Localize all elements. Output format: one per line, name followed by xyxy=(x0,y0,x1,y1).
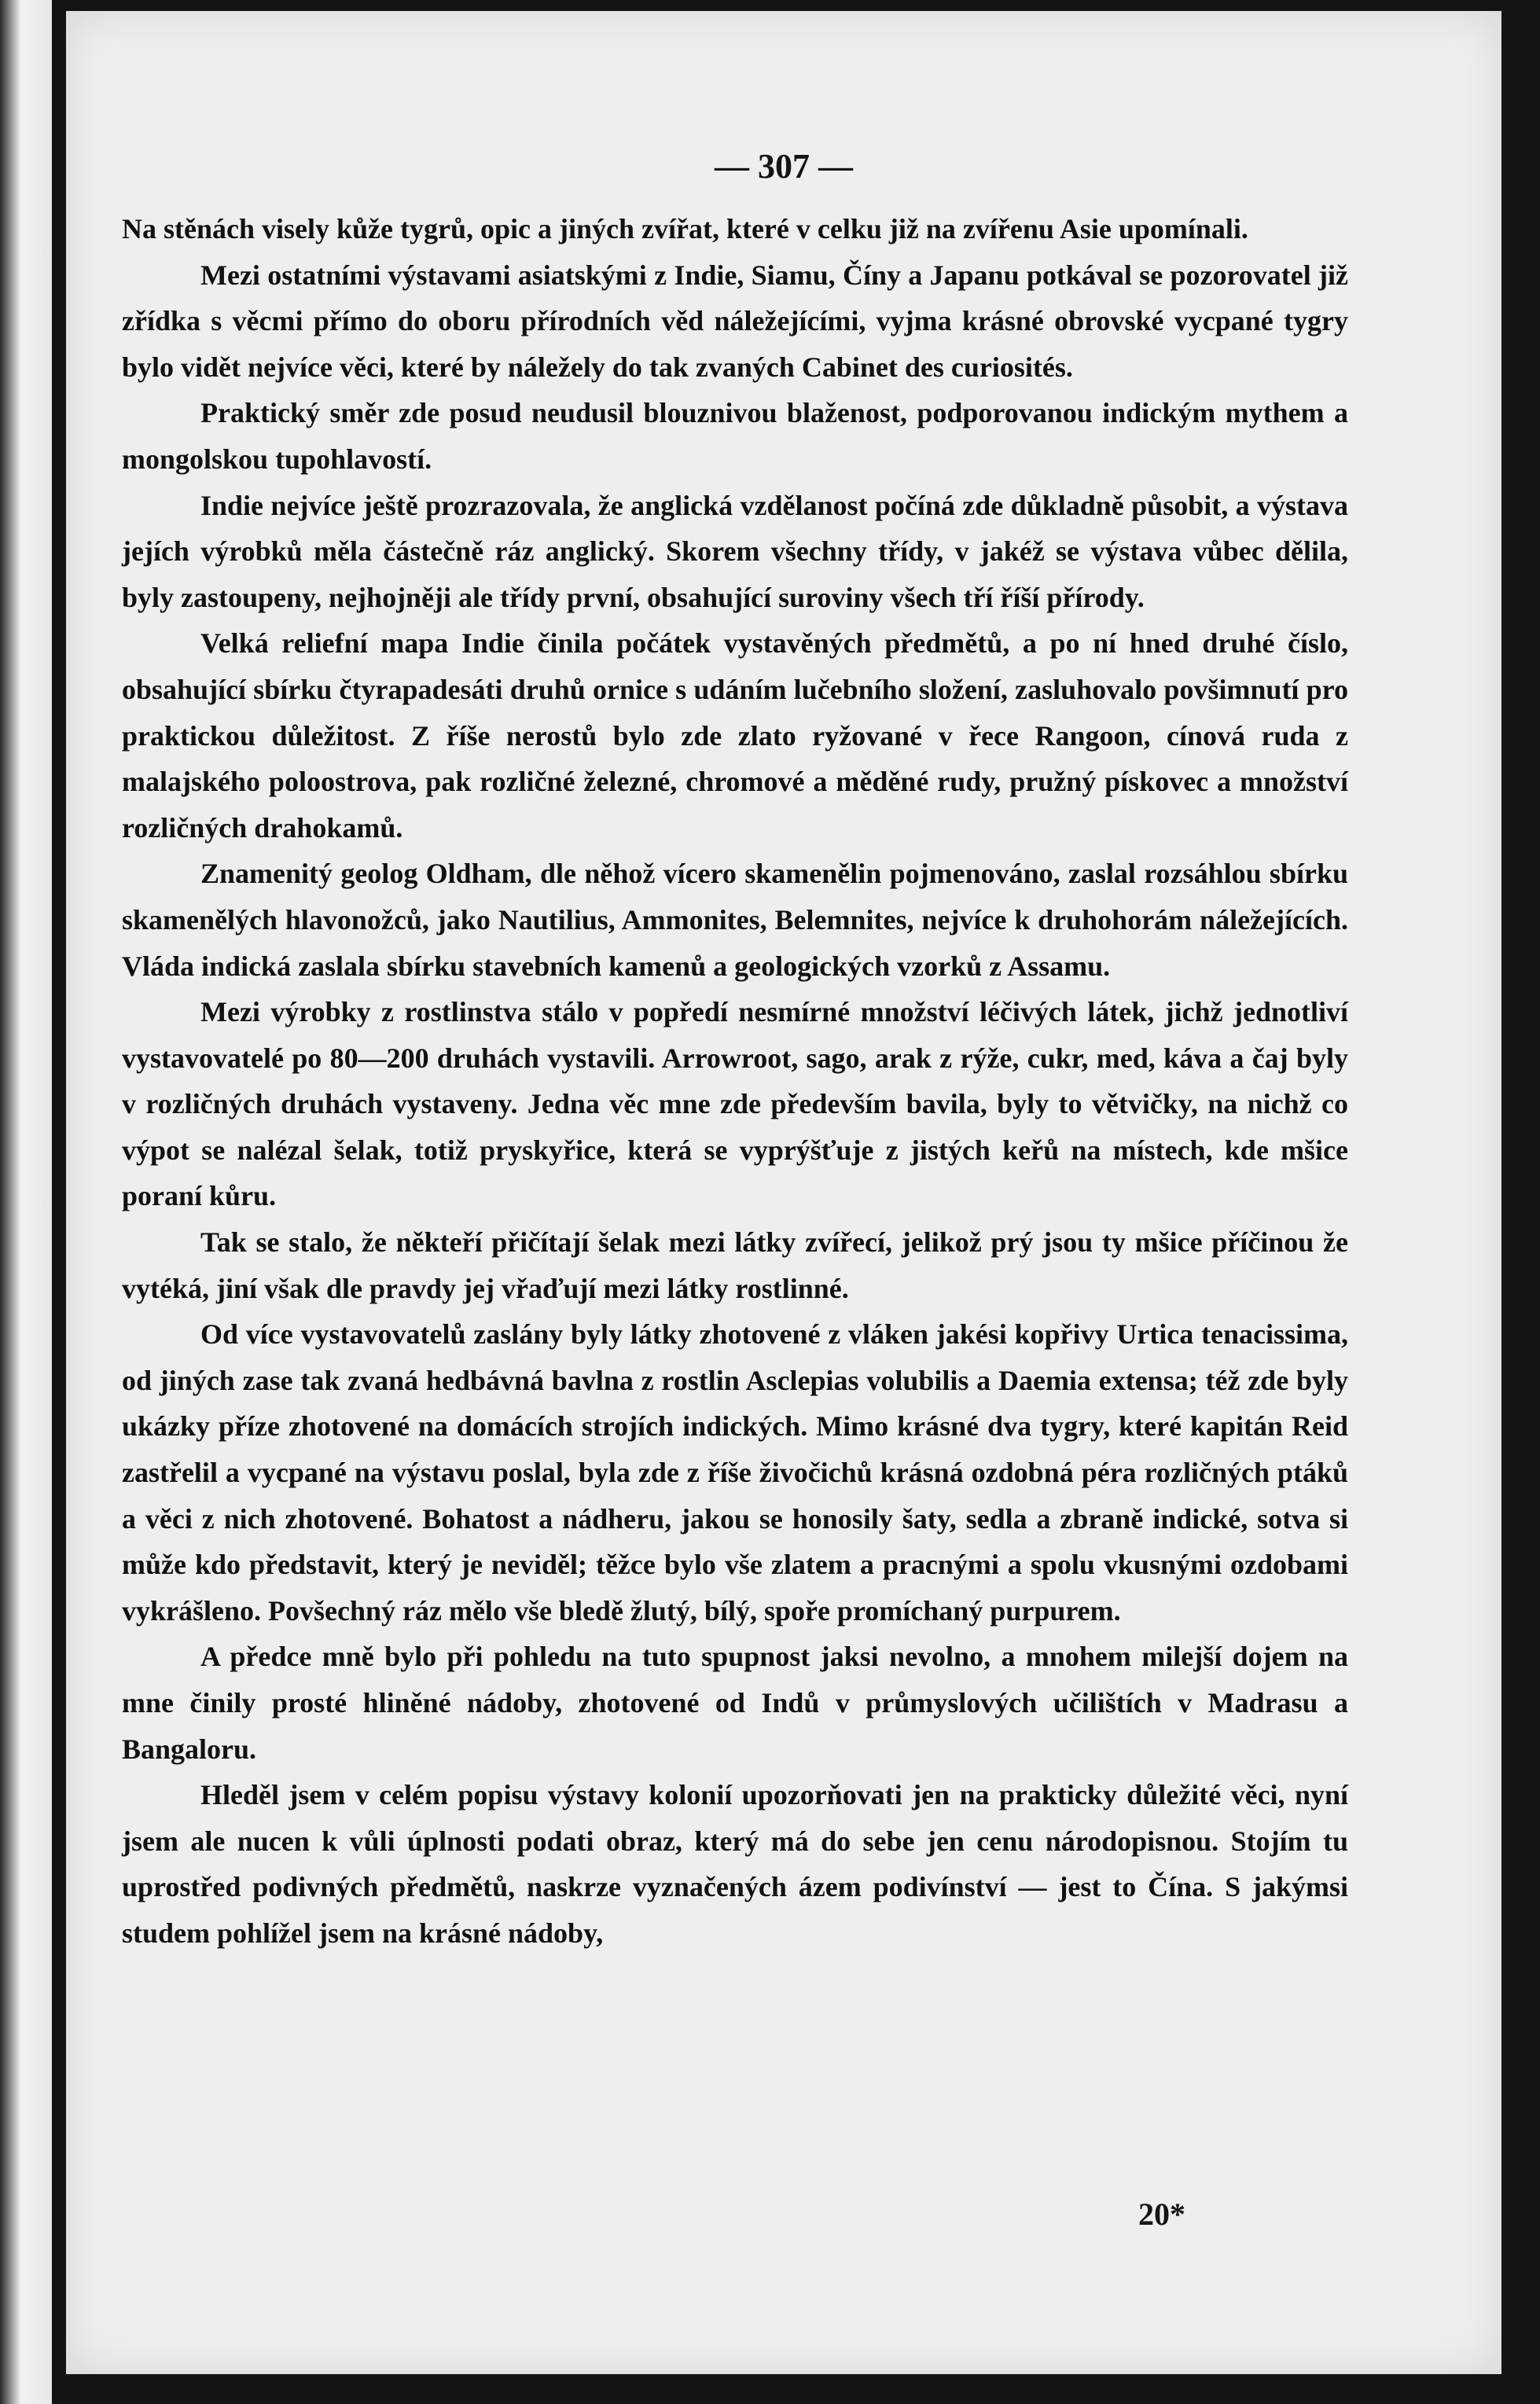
page-number: — 307 — xyxy=(715,147,853,186)
paragraph: Indie nejvíce ještě prozrazovala, že anglická vzdělanost počíná zde důkladně působit, a výstava jejích výrobků měla částečně ráz anglický. Skorem všechny třídy, v jakéž se výstava vůbec dělila, byly zastoupeny, nejhojněji ale třídy první, obsahující suroviny všech tří říší přírody. xyxy=(122,489,1348,613)
paragraph: Mezi ostatními výstavami asiatskými z Indie, Siamu, Číny a Japanu potkával se pozorovatel již zřídka s věcmi přímo do oboru přírodních věd náležejícími, vyjma krásné obrovské vycpané tygry bylo vidět nejvíce věci, které by náležely do tak zvaných Cabinet des curiosités. xyxy=(122,259,1348,383)
paragraph: Od více vystavovatelů zaslány byly látky zhotovené z vláken jakési kopřivy Urtica tenacissima, od jiných zase tak zvaná hedbávná bavlna z rostlin Asclepias volubilis a Daemia extensa; též zde byly ukázky příze zhotovené na domácích strojích indických. Mimo krásné dva tygry, které kapitán Reid zastřelil a vycpané na výstavu poslal, byla zde z říše živočichů krásná ozdobná péra rozličných ptáků a věci z nich zhotovené. Bohatost a nádheru, jakou se honosily šaty, sedla a zbraně indické, sotva si může kdo představit, který je neviděl; těžce bylo vše zlatem a pracnými a spolu vkusnými ozdobami vykrášleno. Povšechný ráz mělo vše bledě žlutý, bílý, spoře promíchaný purpurem. xyxy=(122,1318,1348,1627)
signature-mark: 20* xyxy=(1138,2196,1185,2232)
previous-page-edge xyxy=(0,0,52,2404)
paragraph: Znamenitý geolog Oldham, dle něhož vícero skamenělin pojmenováno, zaslal rozsáhlou sbírku skamenělých hlavonožců, jako Nautilius, Ammonites, Belemnites, nejvíce k druhohorám náležejících. Vláda indická zaslala sbírku stavebních kamenů a geologických vzorků z Assamu. xyxy=(122,858,1348,982)
paragraph: Velká reliefní mapa Indie činila počátek vystavěných předmětů, a po ní hned druhé číslo, obsahující sbírku čtyrapadesáti druhů ornice s udáním lučebního složení, zasluhovalo povšimnutí pro praktickou důležitost. Z říše nerostů bylo zde zlato ryžované v řece Rangoon, cínová ruda z malajského poloostrova, pak rozličné železné, chromové a měděné rudy, pružný pískovec a množství rozličných drahokamů. xyxy=(122,627,1348,844)
paragraph: Na stěnách visely kůže tygrů, opic a jiných zvířat, které v celku již na zvířenu Asie upomínali. xyxy=(122,213,1248,244)
paragraph: A předce mně bylo při pohledu na tuto spupnost jaksi nevolno, a mnohem milejší dojem na mne činily prosté hliněné nádoby, zhotovené od Indů v průmyslových učilištích v Madrasu a Bangaloru. xyxy=(122,1641,1348,1765)
paragraph: Praktický směr zde posud neudusil blouznivou blaženost, podporovanou indickým mythem a mongolskou tupohlavostí. xyxy=(122,397,1348,475)
body-text xyxy=(122,206,1348,1957)
paragraph: Mezi výrobky z rostlinstva stálo v popředí nesmírné množství léčivých látek, jichž jednotliví vystavovatelé po 80—200 druhách vystavili. Arrowroot, sago, arak z rýže, cukr, med, káva a čaj byly v rozličných druhách vystaveny. Jedna věc mne zde především bavila, byly to větvičky, na nichž co výpot se nalézal šelak, totiž pryskyřice, která se vyprýšťuje z jistých keřů na místech, kde mšice poraní kůru. xyxy=(122,996,1348,1212)
paragraph: Hleděl jsem v celém popisu výstavy kolonií upozorňovati jen na prakticky důležité věci, nyní jsem ale nucen k vůli úplnosti podati obraz, který má do sebe jen cenu národopisnou. Stojím tu uprostřed podivných předmětů, naskrze vyznačených ázem podivínství — jest to Čína. S jakýmsi studem pohlížel jsem na krásné nádoby, xyxy=(122,1779,1348,1949)
paragraph: Tak se stalo, že někteří přičítají šelak mezi látky zvířecí, jelikož prý jsou ty mšice příčinou že vytéká, jiní však dle pravdy jej vřaďují mezi látky rostlinné. xyxy=(122,1226,1348,1304)
